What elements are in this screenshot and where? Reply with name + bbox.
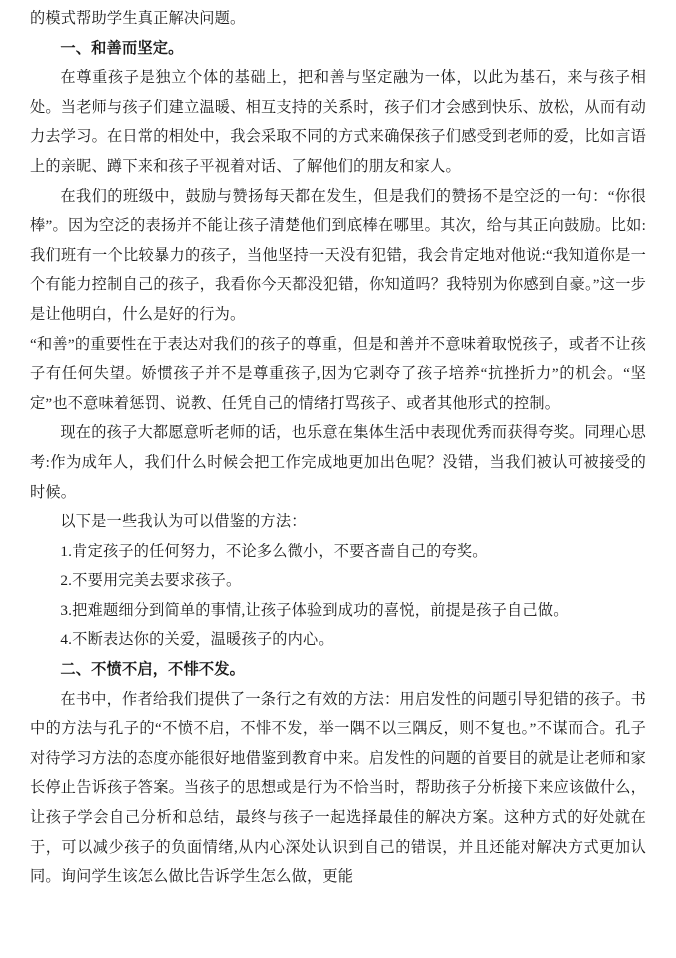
paragraph-2: 在我们的班级中，鼓励与赞扬每天都在发生，但是我们的赞扬不是空泛的一句：“你很棒”。因为空泛的表扬并不能让孩子清楚他们到底棒在哪里。其次，给与其正向鼓励。比如:我们班有一个比较暴力的孩子，当他坚持一天没有犯错，我会肯定地对他说:“我知道你是一个有能力控制自己的孩子，我看你今天都没犯错，你知道吗？我特别为你感到自豪。”这一步是让他明白，什么是好的行为。 [30,187,646,323]
section-heading-2: 二、不愤不启，不悱不发。 [60,661,246,679]
paragraph-5: 以下是一些我认为可以借鉴的方法： [60,513,307,531]
paragraph-3: “和善”的重要性在于表达对我们的孩子的尊重，但是和善并不意味着取悦孩子，或者不让孩子有任何失望。娇惯孩子并不是尊重孩子,因为它剥夺了孩子培养“抗挫折力”的机会。“坚定”也不意味着惩罚、说教、任凭自己的情绪打骂孩子、或者其他形式的控制。 [30,335,646,412]
list-item-2: 2.不要用完美去要求孩子。 [60,572,242,590]
paragraph-6: 在书中，作者给我们提供了一条行之有效的方法：用启发性的问题引导犯错的孩子。书中的方法与孔子的“不愤不启，不悱不发，举一隅不以三隅反，则不复也。”不谋而合。孔子对待学习方法的态度亦能很好地借鉴到教育中来。启发性的问题的首要目的就是让老师和家长停止告诉孩子答案。当孩子的思想或是行为不恰当时，帮助孩子分析接下来应该做什么，让孩子学会自己分析和总结，最终与孩子一起选择最佳的解决方案。这种方式的好处就在于，可以减少孩子的负面情绪,从内心深处认识到自己的错误，并且还能对解决方式更加认同。询问学生该怎么做比告诉学生怎么做，更能 [30,690,646,886]
paragraph-continued: 的模式帮助学生真正解决问题。 [30,10,246,27]
list-item-4: 4.不断表达你的关爱，温暖孩子的内心。 [60,631,334,649]
list-item-3: 3.把难题细分到简单的事情,让孩子体验到成功的喜悦，前提是孩子自己做。 [60,601,569,619]
list-item-1: 1.肯定孩子的任何努力，不论多么微小，不要吝啬自己的夸奖。 [60,542,488,560]
paragraph-1: 在尊重孩子是独立个体的基础上，把和善与坚定融为一体，以此为基石，来与孩子相处。当老师与孩子们建立温暖、相互支持的关系时，孩子们才会感到快乐、放松，从而有动力去学习。在日常的相处中，我会采取不同的方式来确保孩子们感受到老师的爱，比如言语上的亲昵、蹲下来和孩子平视着对话、了解他们的朋友和家人。 [30,69,646,175]
paragraph-4: 现在的孩子大都愿意听老师的话，也乐意在集体生活中表现优秀而获得夸奖。同理心思考:作为成年人，我们什么时候会把工作完成地更加出色呢？没错，当我们被认可被接受的时候。 [30,424,646,501]
section-heading-1: 一、和善而坚定。 [60,39,184,57]
